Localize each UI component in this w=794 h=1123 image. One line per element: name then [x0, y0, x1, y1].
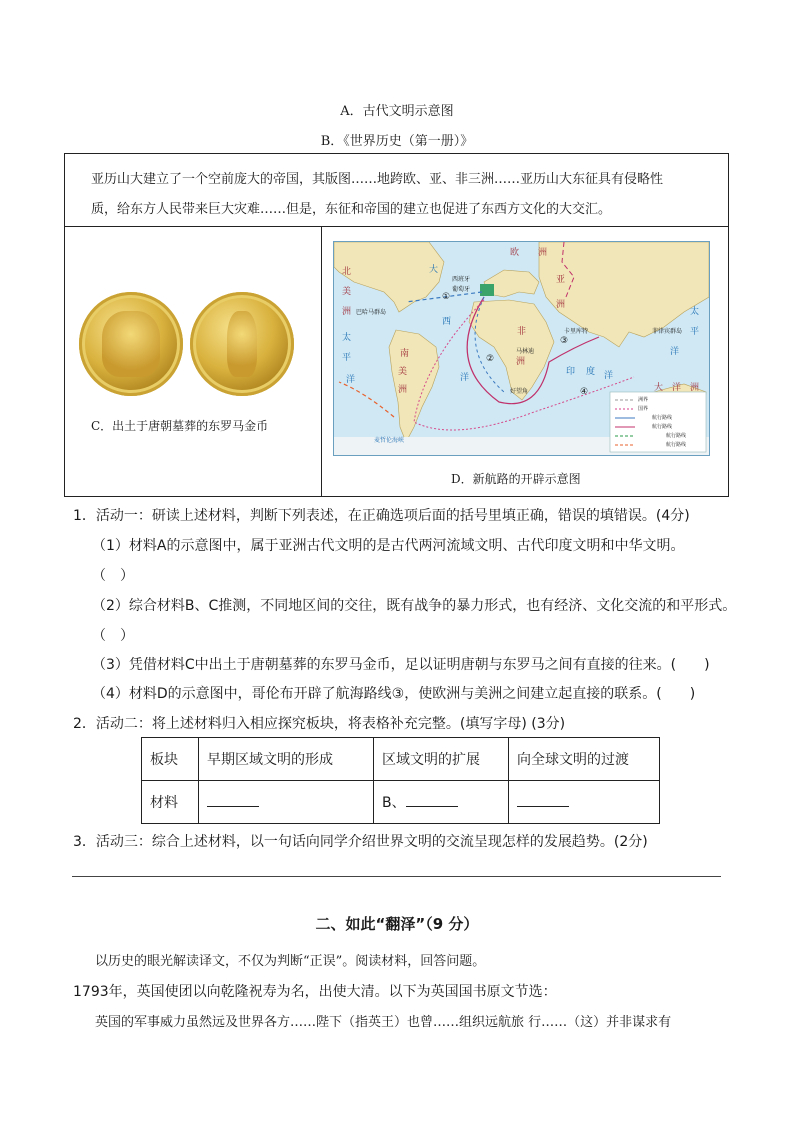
question-3: 3．活动三：综合上述材料，以一句话向同学介绍世界文明的交流呈现怎样的发展趋势。(2分)	[73, 834, 648, 850]
map-place-malindi: 马林迪	[516, 348, 535, 355]
legend-item-1: 洲界	[638, 397, 649, 403]
question-1-4: （4）材料D的示意图中，哥伦布开辟了航海路线③，使欧洲与美洲之间建立起直接的联系。( )	[92, 686, 696, 702]
map-label-nan: 南	[400, 349, 410, 359]
option-a: A．古代文明示意图	[340, 104, 454, 119]
map-label-north: 北	[342, 267, 352, 277]
section-2-line2: 英国的军事威力虽然远及世界各方……陛下（指英王）也曾……组织远航旅 行……（这）并非谋求有	[95, 1015, 672, 1030]
box-divider	[65, 226, 728, 227]
table-header-cell: 向全球文明的过渡	[509, 738, 660, 781]
material-b-line1: 亚历山大建立了一个空前庞大的帝国，其版图……地跨欧、亚、非三洲……亚历山大东征具有侵略性	[91, 172, 664, 187]
map-label-ou: 欧	[510, 248, 520, 258]
table-blank-cell[interactable]	[374, 781, 509, 824]
section-2-title: 二、如此“翻泽”（9 分）	[315, 915, 479, 933]
answer-blank[interactable]	[406, 794, 458, 807]
table-blank-cell[interactable]	[199, 781, 374, 824]
answer-blank[interactable]	[207, 794, 259, 807]
map-label-yang3: 洋	[460, 373, 470, 383]
material-c-caption: C．出土于唐朝墓葬的东罗马金币	[91, 419, 269, 433]
legend-item-2: 国界	[638, 406, 649, 412]
map-label-da2: 大	[654, 383, 664, 393]
map-label-ping1: 平	[342, 353, 352, 363]
answer-blank[interactable]	[517, 794, 569, 807]
map-label-america2: 美	[398, 367, 408, 377]
map-label-tai2: 太	[690, 307, 700, 317]
option-b: B．《世界历史（第一册）》	[320, 134, 474, 149]
question-1: 1．活动一：研读上述材料，判断下列表述，在正确选项后面的括号里填正确，错误的填错误。(4分)	[73, 508, 690, 524]
material-b-line2: 质，给东方人民带来巨大灾难……但是，东征和帝国的建立也促进了东西方文化的大交汇。	[91, 202, 612, 217]
section-2-intro: 以历史的眼光解读译文，不仅为判断“正误”。阅读材料，回答问题。	[95, 954, 486, 969]
map-place-magellan: 麦哲伦海峡	[374, 437, 405, 444]
question-2: 2．活动二：将上述材料归入相应探究板块，将表格补充完整。(填写字母) (3分)	[73, 716, 566, 732]
map-label-zhou3: 洲	[538, 248, 548, 258]
map-label-zhou4: 洲	[556, 300, 566, 310]
question-1-2-answer[interactable]: （ ）	[92, 628, 134, 644]
map-route-4: ④	[580, 387, 589, 397]
material-table	[141, 737, 660, 824]
table-row-label: 材料	[142, 781, 199, 824]
map-label-yang1: 洋	[346, 375, 356, 385]
table-row	[142, 738, 660, 781]
map-route-2: ②	[486, 354, 495, 364]
map-label-yin: 印	[566, 367, 576, 377]
coin-reverse-image	[190, 292, 294, 396]
question-1-3: （3）凭借材料C中出土于唐朝墓葬的东罗马金币，足以证明唐朝与东罗马之间有直接的往来。( )	[92, 657, 710, 673]
section-2-line1: 1793年，英国使团以向乾隆祝寿为名，出使大清。以下为英国国书原文节选：	[73, 984, 557, 1000]
map-label-xi: 西	[442, 317, 452, 327]
map-label-zhou2: 洲	[398, 385, 408, 395]
question-1-1-answer[interactable]: （ ）	[92, 568, 134, 584]
map-label-yang4: 洋	[672, 383, 682, 393]
map-route-1: ①	[442, 292, 451, 302]
map-label-ping2: 平	[690, 327, 700, 337]
map-place-calicut: 卡里库特	[564, 328, 589, 335]
coin-obverse-image	[79, 292, 183, 396]
material-d-caption: D．新航路的开辟示意图	[451, 472, 581, 486]
map-label-zhou1: 洲	[342, 307, 352, 317]
map-label-zhou6: 洲	[690, 383, 700, 393]
map-label-tai1: 太	[342, 333, 352, 343]
map-label-zhou5: 洲	[516, 357, 526, 367]
section-divider	[72, 876, 721, 877]
map-label-yang2: 洋	[604, 371, 614, 381]
table-header-cell: 区域文明的扩展	[374, 738, 509, 781]
map-place-cape: 好望角	[510, 388, 529, 395]
map-label-yang5: 洋	[670, 347, 680, 357]
legend-item-3: 航行路线	[652, 415, 673, 421]
legend-item-4: 航行路线	[652, 424, 673, 430]
map-route-3: ③	[560, 336, 569, 346]
question-1-2: （2）综合材料B、C推测，不同地区间的交往，既有战争的暴力形式，也有经济、文化交流的和平形式。	[92, 598, 737, 614]
question-1-1: （1）材料A的示意图中，属于亚洲古代文明的是古代两河流域文明、古代印度文明和中华文明。	[92, 538, 685, 554]
table-blank-cell[interactable]	[509, 781, 660, 824]
map-place-spain: 西班牙	[452, 276, 471, 283]
map-label-fei: 非	[517, 327, 527, 337]
legend-item-6: 航行路线	[666, 442, 687, 448]
row-prefix-b: B、	[382, 795, 406, 811]
map-place-portugal: 葡萄牙	[452, 286, 471, 293]
map-label-du: 度	[586, 367, 596, 377]
new-sea-routes-map	[333, 241, 710, 456]
table-header-cell: 早期区域文明的形成	[199, 738, 374, 781]
table-header-cell: 板块	[142, 738, 199, 781]
box-column-divider	[321, 226, 322, 496]
map-place-bahamas: 巴哈马群岛	[356, 309, 387, 316]
map-place-philippines: 菲律宾群岛	[652, 328, 683, 335]
map-label-ya: 亚	[556, 275, 566, 285]
legend-item-5: 航行路线	[666, 433, 687, 439]
map-label-america1: 美	[342, 287, 352, 297]
map-label-da: 大	[429, 265, 439, 275]
table-row	[142, 781, 660, 824]
